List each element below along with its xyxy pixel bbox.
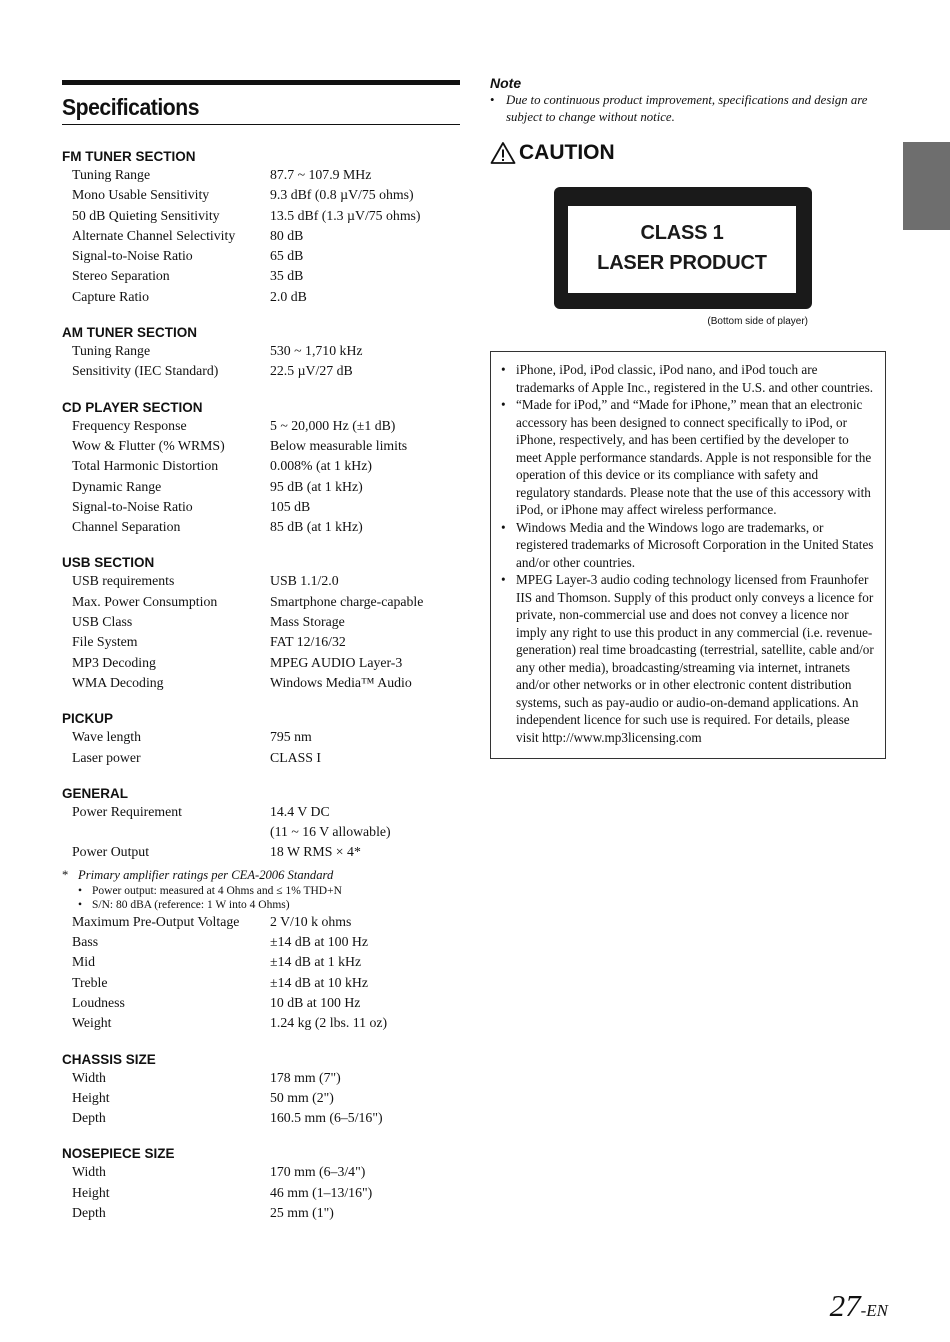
- section-gap: [62, 693, 460, 710]
- page-number-value: 27: [829, 1288, 861, 1323]
- section-gap: [62, 768, 460, 785]
- spec-value: 178 mm (7"): [270, 1069, 341, 1085]
- spec-row: [62, 477, 460, 497]
- spec-row: [62, 246, 460, 266]
- bullet-icon: •: [501, 572, 506, 587]
- general-section: [62, 785, 460, 1051]
- spec-value: Mass Storage: [270, 614, 345, 630]
- spec-label: Signal-to-Noise Ratio: [72, 498, 193, 514]
- bullet-icon: •: [490, 93, 495, 107]
- trademark-box: [490, 351, 886, 759]
- section-heading: AM TUNER SECTION: [62, 325, 197, 341]
- spec-section: [62, 1051, 460, 1129]
- spec-row: [62, 727, 460, 747]
- spec-label: Dynamic Range: [72, 478, 162, 494]
- footnote-mark: *: [62, 867, 69, 882]
- spec-row: [62, 952, 460, 972]
- spec-row: [62, 517, 460, 537]
- spec-row: [62, 612, 460, 632]
- spec-row: [62, 1183, 460, 1203]
- spec-value-line: 14.4 V DC: [270, 803, 330, 819]
- footnote: [62, 867, 460, 912]
- spec-value: 170 mm (6–3/4"): [270, 1164, 366, 1180]
- spec-value-line: (11 ~ 16 V allowable): [270, 824, 391, 840]
- trademark-item: [501, 361, 875, 396]
- laser-product-text: LASER PRODUCT: [597, 252, 767, 274]
- spec-row: [62, 842, 460, 862]
- spec-row: [62, 1203, 460, 1223]
- spec-label: USB Class: [72, 614, 133, 630]
- section-heading: CD PLAYER SECTION: [62, 399, 203, 415]
- spec-row: [62, 1162, 460, 1182]
- note-text: Due to continuous product improvement, specifications and design are subject to change without notice.: [506, 93, 868, 124]
- spec-row: [62, 632, 460, 652]
- spec-row: [62, 287, 460, 307]
- spec-row: [62, 653, 460, 673]
- spec-row: [62, 802, 460, 843]
- spec-value: CLASS I: [270, 749, 321, 765]
- spec-value: 2.0 dB: [270, 288, 307, 304]
- laser-label-plate: [568, 206, 796, 293]
- spec-value: Smartphone charge-capable: [270, 593, 424, 609]
- spec-row: [62, 973, 460, 993]
- spec-value: 22.5 µV/27 dB: [270, 363, 353, 379]
- spec-row: [62, 748, 460, 768]
- spec-row: [62, 416, 460, 436]
- laser-class-text: CLASS 1: [640, 222, 724, 244]
- spec-value: ±14 dB at 10 kHz: [270, 974, 369, 990]
- spec-label: Treble: [72, 974, 108, 990]
- spec-section: [62, 1145, 460, 1223]
- footnote-bullet-text: S/N: 80 dBA (reference: 1 W into 4 Ohms): [92, 898, 290, 911]
- spec-row: [62, 266, 460, 286]
- spec-row: [62, 1068, 460, 1088]
- spec-label: Depth: [72, 1204, 106, 1220]
- spec-row: [62, 341, 460, 361]
- spec-section: [62, 399, 460, 538]
- spec-label: Depth: [72, 1110, 106, 1126]
- spec-label: Total Harmonic Distortion: [72, 458, 219, 474]
- spec-label: Power Requirement: [72, 803, 182, 819]
- spec-value: 46 mm (1–13/16"): [270, 1184, 373, 1200]
- spec-label: Laser power: [72, 749, 141, 765]
- section-gap: [62, 1034, 460, 1051]
- note-item: [490, 92, 888, 126]
- footnote-heading: [62, 867, 460, 884]
- spec-label: Weight: [72, 1015, 112, 1031]
- spec-row: [62, 993, 460, 1013]
- spec-row: [62, 1088, 460, 1108]
- spec-label: Frequency Response: [72, 417, 187, 433]
- bullet-icon: •: [78, 884, 83, 897]
- spec-section: [62, 324, 460, 382]
- spec-value: 105 dB: [270, 498, 311, 514]
- spec-value: 10 dB at 100 Hz: [270, 994, 361, 1010]
- spec-value: 87.7 ~ 107.9 MHz: [270, 167, 372, 182]
- spec-value: 25 mm (1"): [270, 1204, 334, 1220]
- spec-label: Mono Usable Sensitivity: [72, 187, 210, 203]
- note-title: Note: [490, 75, 522, 91]
- spec-value: 9.3 dBf (0.8 µV/75 ohms): [270, 187, 414, 203]
- spec-label: Maximum Pre-Output Voltage: [72, 913, 240, 929]
- spec-value: [270, 802, 460, 843]
- specifications-column: [62, 80, 460, 1223]
- trademark-item: [501, 571, 875, 746]
- spec-value: 50 mm (2"): [270, 1089, 334, 1105]
- spec-row: [62, 497, 460, 517]
- spec-row: [62, 1013, 460, 1033]
- spec-label: Loudness: [72, 994, 125, 1010]
- title-underline: [62, 124, 460, 125]
- spec-value: 95 dB (at 1 kHz): [270, 478, 363, 494]
- spec-row: [62, 912, 460, 932]
- section-heading: PICKUP: [62, 711, 114, 727]
- spec-label: Height: [72, 1184, 110, 1200]
- warning-triangle-icon: [490, 141, 516, 165]
- spec-label: Width: [72, 1164, 106, 1180]
- spec-sections: [62, 148, 460, 1223]
- spec-label: Bass: [72, 934, 99, 950]
- laser-caption: (Bottom side of player): [707, 316, 808, 327]
- spec-label: Tuning Range: [72, 343, 151, 359]
- bullet-icon: •: [501, 362, 506, 377]
- section-heading: GENERAL: [62, 785, 129, 801]
- spec-row: [62, 456, 460, 476]
- spec-row: [62, 226, 460, 246]
- spec-value: Below measurable limits: [270, 437, 408, 453]
- spec-value: 18 W RMS × 4*: [270, 844, 361, 860]
- footnote-bullet: [62, 884, 460, 898]
- page-title: Specifications: [62, 94, 200, 120]
- laser-label-frame: [554, 187, 812, 309]
- section-heading: NOSEPIECE SIZE: [62, 1146, 175, 1162]
- spec-label: Stereo Separation: [72, 268, 170, 284]
- spec-value: 35 dB: [270, 268, 304, 284]
- title-rule: [62, 80, 460, 85]
- section-gap: [62, 537, 460, 554]
- spec-label: Height: [72, 1089, 110, 1105]
- spec-label: Wow & Flutter (% WRMS): [72, 437, 225, 453]
- bullet-icon: •: [78, 898, 83, 911]
- spec-row: [62, 673, 460, 693]
- section-gap: [62, 1128, 460, 1145]
- spec-value: MPEG AUDIO Layer-3: [270, 654, 403, 670]
- spec-value: 80 dB: [270, 227, 304, 243]
- spec-value: 795 nm: [270, 729, 312, 745]
- spec-value: 160.5 mm (6–5/16"): [270, 1110, 383, 1126]
- spec-label: Power Output: [72, 844, 150, 860]
- spec-section: [62, 554, 460, 693]
- spec-label: Wave length: [72, 729, 141, 745]
- spec-row: [62, 165, 460, 185]
- spec-label: Alternate Channel Selectivity: [72, 227, 236, 243]
- spec-row: [62, 185, 460, 205]
- bullet-icon: •: [501, 519, 506, 535]
- spec-label: Width: [72, 1069, 106, 1085]
- spec-label: MP3 Decoding: [72, 654, 156, 670]
- spec-value: USB 1.1/2.0: [270, 573, 339, 589]
- spec-value: 1.24 kg (2 lbs. 11 oz): [270, 1015, 388, 1031]
- spec-value: 530 ~ 1,710 kHz: [270, 343, 363, 359]
- spec-value: FAT 12/16/32: [270, 634, 346, 650]
- section-tab: [903, 142, 950, 230]
- section-heading: USB SECTION: [62, 555, 155, 571]
- spec-row: [62, 436, 460, 456]
- spec-row: [62, 592, 460, 612]
- section-gap: [62, 307, 460, 324]
- spec-value: 13.5 dBf (1.3 µV/75 ohms): [270, 207, 421, 223]
- spec-section: [62, 710, 460, 768]
- section-heading: CHASSIS SIZE: [62, 1051, 156, 1067]
- spec-label: Sensitivity (IEC Standard): [72, 363, 219, 379]
- caution-title: CAUTION: [519, 141, 615, 164]
- spec-row: [62, 932, 460, 952]
- spec-row: [62, 571, 460, 591]
- spec-label: WMA Decoding: [72, 674, 164, 690]
- spec-label: File System: [72, 634, 138, 650]
- spec-value: 85 dB (at 1 kHz): [270, 519, 363, 535]
- trademark-item: [501, 396, 875, 519]
- trademark-text: “Made for iPod,” and “Made for iPhone,” mean that an electronic accessory has been designed to connect specifically to iPod, or iPhone, respectively, and has been certified by the developer to meet Apple performance standards. Apple is not responsible for the operation of this device or its compliance with safety and regulatory standards. Please note that the use of this accessory with iPod, or iPhone may affect wireless performance.: [516, 397, 872, 517]
- spec-label: Max. Power Consumption: [72, 593, 218, 609]
- spec-label: Capture Ratio: [72, 288, 150, 304]
- spec-value: 5 ~ 20,000 Hz (±1 dB): [270, 417, 396, 433]
- laser-label: [554, 187, 888, 329]
- spec-label: Tuning Range: [72, 167, 151, 182]
- page-suffix: -EN: [860, 1301, 888, 1320]
- spec-label: USB requirements: [72, 573, 175, 589]
- section-gap: [62, 382, 460, 399]
- spec-value: 0.008% (at 1 kHz): [270, 458, 372, 474]
- spec-value: ±14 dB at 100 Hz: [270, 934, 369, 950]
- spec-value: 65 dB: [270, 248, 304, 264]
- footnote-text: Primary amplifier ratings per CEA-2006 Standard: [78, 867, 334, 882]
- trademark-text: MPEG Layer-3 audio coding technology licensed from Fraunhofer IIS and Thomson. Supply of this product only conveys a licence for private, non-commercial use and does not convey a licence nor imply any right to use this product in any commercial (i.e. revenue-generation) real time broadcasting (terrestrial, satellite, cable and/or any other media), broadcasting/streaming via internet, intranets and/or other networks or in other electronic content distribution systems, such as pay-audio or audio-on-demand applications. An independent licence for such use is required. For details, please visit http://www.mp3licensing.com: [516, 572, 874, 745]
- spec-row: [62, 1108, 460, 1128]
- caution-heading: [490, 140, 888, 166]
- trademark-item: [501, 519, 875, 572]
- spec-section: [62, 148, 460, 307]
- spec-label: Signal-to-Noise Ratio: [72, 248, 193, 264]
- page-number: [830, 1286, 888, 1331]
- spec-row: [62, 206, 460, 226]
- spec-value: Windows Media™ Audio: [270, 674, 412, 690]
- section-heading: FM TUNER SECTION: [62, 149, 196, 164]
- bullet-icon: •: [501, 397, 506, 412]
- trademark-text: iPhone, iPod, iPod classic, iPod nano, and iPod touch are trademarks of Apple Inc., registered in the U.S. and other countries.: [516, 362, 874, 395]
- footnote-bullet-text: Power output: measured at 4 Ohms and ≤ 1% THD+N: [92, 884, 342, 897]
- spec-value: 2 V/10 k ohms: [270, 913, 352, 929]
- spec-label: 50 dB Quieting Sensitivity: [72, 207, 220, 223]
- spec-row: [62, 361, 460, 381]
- trademark-text: Windows Media and the Windows logo are trademarks, or registered trademarks of Microsoft Corporation in the United States and/or other countries.: [516, 519, 874, 570]
- spec-label: Channel Separation: [72, 519, 181, 535]
- notes-column: [490, 74, 888, 759]
- footnote-bullet: [62, 898, 460, 912]
- spec-value: ±14 dB at 1 kHz: [270, 954, 362, 970]
- spec-label: Mid: [72, 954, 95, 970]
